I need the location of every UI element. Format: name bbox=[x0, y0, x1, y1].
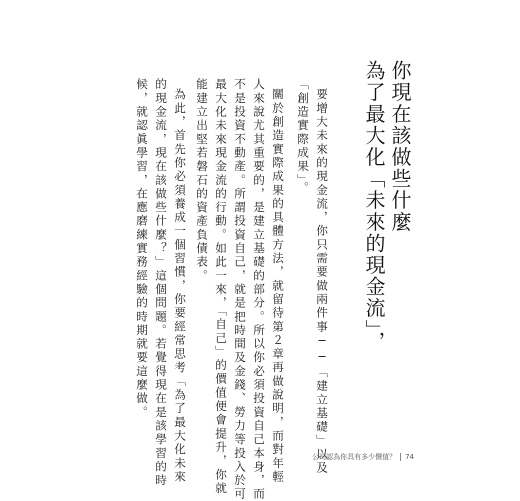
paragraph-3-line-3: 不是投資不動產。所謂投資自己，就是把時間及金錢、勞力等投入於可 bbox=[233, 78, 247, 501]
paragraph-3-line-4: 最大化未來現金流的行動。如此一來，「自己」的價值便會提升，你就 bbox=[214, 78, 228, 496]
paragraph-4-line-1: 為此，首先你必須養成一個習慣，你要經常思考「為了最大化未來 bbox=[173, 88, 187, 484]
paragraph-2-line-1: 「創造實際成果」。 bbox=[296, 78, 310, 196]
paragraph-3-line-2: 人來說尤其重要的，是建立基礎的部分。所以你必須投資自己本身，而 bbox=[252, 78, 266, 501]
paragraph-3-line-1: 關於創造實際成果的具體方法，就留待第２章再做說明，而對年輕 bbox=[271, 88, 285, 484]
paragraph-4-line-2: 的現金流，現在該做些什麼？」這個問題。若覺得現在是該學習的時 bbox=[154, 78, 168, 488]
paragraph-4-line-3: 候，就認眞學習，在應磨練實務經驗的時期就要這麼做。 bbox=[135, 78, 149, 420]
paragraph-3-line-5: 能建立出堅若磐石的資產負債表。 bbox=[195, 78, 209, 283]
running-head: 公司認為你具有多少價值？ bbox=[312, 453, 397, 461]
chapter-title-line-2: 你現在該做些什麼 bbox=[388, 60, 412, 233]
footer-divider bbox=[400, 453, 401, 461]
page-number: 74 bbox=[405, 453, 414, 461]
chapter-title-line-1: 為了最大化「未來的現金流」， bbox=[362, 60, 386, 353]
page-footer bbox=[312, 452, 414, 462]
paragraph-1-line-1: 要增大未來的現金流，你只需要做兩件事──「建立基礎」以及 bbox=[315, 88, 329, 475]
